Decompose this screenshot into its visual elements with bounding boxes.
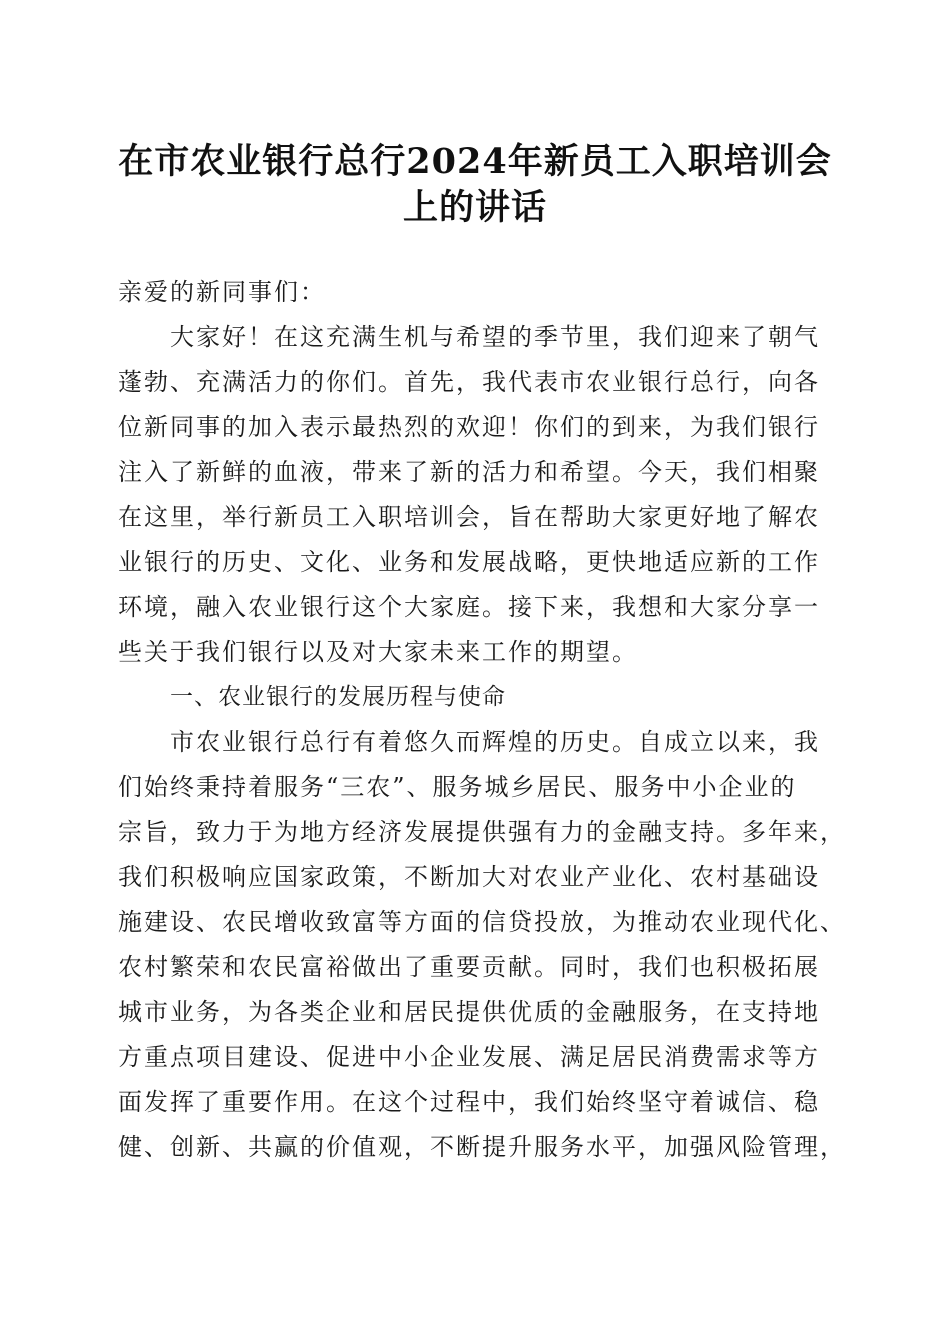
paragraph-1-line: 位新同事的加入表示最热烈的欢迎！你们的到来，为我们银行 [118, 413, 820, 441]
document-body [118, 270, 846, 1170]
paragraph-1-line: 在这里，举行新员工入职培训会，旨在帮助大家更好地了解农 [118, 503, 820, 531]
paragraph-2-line: 农村繁荣和农民富裕做出了重要贡献。同时，我们也积极拓展 [118, 953, 820, 981]
document-title-line-2: 上的讲话 [402, 187, 547, 228]
paragraph-1-line: 些关于我们银行以及对大家未来工作的期望。 [118, 638, 638, 666]
paragraph-2-line: 施建设、农民增收致富等方面的信贷投放，为推动农业现代化、 [118, 908, 846, 936]
greeting: 亲爱的新同事们： [118, 278, 326, 306]
paragraph-1-line: 业银行的历史、文化、业务和发展战略，更快地适应新的工作 [118, 548, 820, 576]
paragraph-2-line: 我们积极响应国家政策，不断加大对农业产业化、农村基础设 [118, 863, 820, 891]
paragraph-2-line: 市农业银行总行有着悠久而辉煌的历史。自成立以来，我 [170, 728, 820, 756]
section-1-heading: 一、农业银行的发展历程与使命 [170, 684, 506, 710]
paragraph-2-line: 城市业务，为各类企业和居民提供优质的金融服务，在支持地 [118, 998, 820, 1026]
paragraph-2-line: 们始终秉持着服务“三农”、服务城乡居民、服务中小企业的 [118, 773, 797, 801]
document-title-line-1: 在市农业银行总行2024年新员工入职培训会 [118, 141, 832, 182]
paragraph-2-line: 方重点项目建设、促进中小企业发展、满足居民消费需求等方 [118, 1043, 820, 1071]
paragraph-1-line: 注入了新鲜的血液，带来了新的活力和希望。今天，我们相聚 [118, 458, 820, 486]
paragraph-2-line: 健、创新、共赢的价值观，不断提升服务水平，加强风险管理， [118, 1133, 846, 1161]
paragraph-1-line: 大家好！在这充满生机与希望的季节里，我们迎来了朝气 [170, 323, 820, 351]
paragraph-1-line: 环境，融入农业银行这个大家庭。接下来，我想和大家分享一 [118, 593, 820, 621]
paragraph-2-line: 宗旨，致力于为地方经济发展提供强有力的金融支持。多年来， [118, 818, 846, 846]
paragraph-1-line: 蓬勃、充满活力的你们。首先，我代表市农业银行总行，向各 [118, 368, 820, 396]
paragraph-2-line: 面发挥了重要作用。在这个过程中，我们始终坚守着诚信、稳 [118, 1088, 820, 1116]
